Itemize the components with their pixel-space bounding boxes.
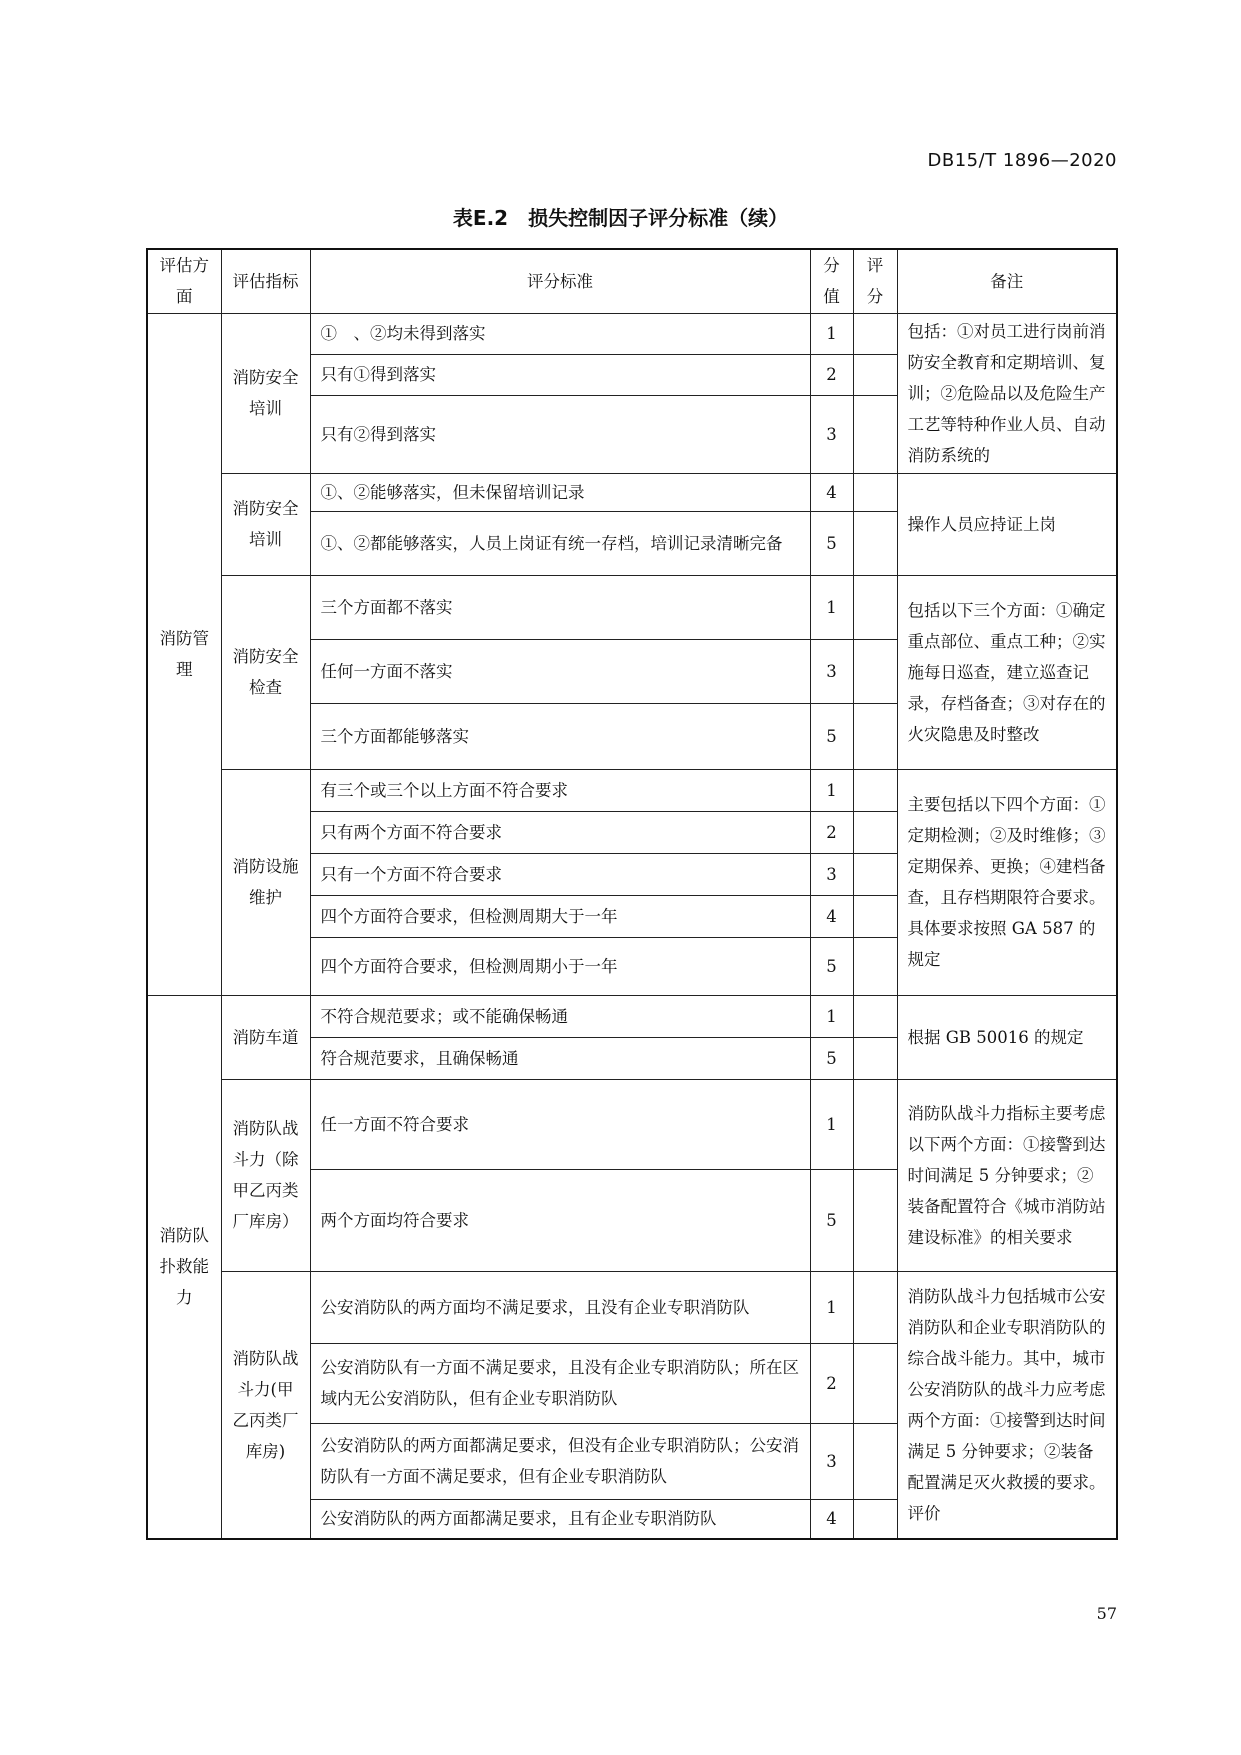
- indicator-cell: 消防安全检查: [221, 575, 310, 769]
- score-cell[interactable]: [853, 769, 897, 811]
- value-cell: 3: [810, 395, 853, 473]
- value-cell: 3: [810, 639, 853, 703]
- value-cell: 1: [810, 995, 853, 1037]
- table-row: [147, 1271, 1117, 1343]
- indicator-cell: 消防设施维护: [221, 769, 310, 995]
- column-header-aspect: 评估方面: [147, 249, 221, 313]
- value-cell: 1: [810, 1271, 853, 1343]
- score-cell[interactable]: [853, 575, 897, 639]
- criteria-cell: 公安消防队有一方面不满足要求，且没有企业专职消防队；所在区域内无公安消防队，但有企业专职消防队: [310, 1343, 810, 1423]
- indicator-cell: 消防车道: [221, 995, 310, 1079]
- score-cell[interactable]: [853, 1343, 897, 1423]
- criteria-cell: 只有②得到落实: [310, 395, 810, 473]
- indicator-cell: 消防安全培训: [221, 313, 310, 473]
- score-cell[interactable]: [853, 937, 897, 995]
- table-row: [147, 1079, 1117, 1169]
- table-title: 表E.2 损失控制因子评分标准（续）: [452, 206, 789, 230]
- criteria-cell: 任一方面不符合要求: [310, 1079, 810, 1169]
- remarks-cell: 包括以下三个方面：①确定重点部位、重点工种；②实施每日巡查，建立巡查记录，存档备查；③对存在的火灾隐患及时整改: [897, 575, 1117, 769]
- criteria-cell: 只有一个方面不符合要求: [310, 853, 810, 895]
- page-number: 57: [1096, 1604, 1117, 1623]
- criteria-cell: 三个方面都能够落实: [310, 703, 810, 769]
- score-cell[interactable]: [853, 811, 897, 853]
- criteria-cell: 公安消防队的两方面都满足要求，且有企业专职消防队: [310, 1499, 810, 1539]
- score-cell[interactable]: [853, 853, 897, 895]
- table-row: [147, 473, 1117, 511]
- table-header-row: [147, 249, 1117, 313]
- value-cell: 4: [810, 895, 853, 937]
- score-cell[interactable]: [853, 395, 897, 473]
- value-cell: 2: [810, 811, 853, 853]
- value-cell: 5: [810, 703, 853, 769]
- score-cell[interactable]: [853, 639, 897, 703]
- criteria-cell: 有三个或三个以上方面不符合要求: [310, 769, 810, 811]
- document-id: DB15/T 1896—2020: [927, 150, 1117, 171]
- criteria-cell: 四个方面符合要求，但检测周期小于一年: [310, 937, 810, 995]
- criteria-cell: 公安消防队的两方面都满足要求，但没有企业专职消防队；公安消防队有一方面不满足要求，但有企业专职消防队: [310, 1423, 810, 1499]
- criteria-cell: 公安消防队的两方面均不满足要求，且没有企业专职消防队: [310, 1271, 810, 1343]
- score-cell[interactable]: [853, 313, 897, 354]
- value-cell: 5: [810, 511, 853, 575]
- value-cell: 5: [810, 1037, 853, 1079]
- criteria-cell: 四个方面符合要求，但检测周期大于一年: [310, 895, 810, 937]
- remarks-cell: 消防队战斗力包括城市公安消防队和企业专职消防队的综合战斗能力。其中，城市公安消防队的战斗力应考虑两个方面：①接警到达时间满足 5 分钟要求；②装备配置满足灭火救援的要求。评价: [897, 1271, 1117, 1539]
- aspect-cell: 消防管理: [147, 313, 221, 995]
- column-header-remarks: 备注: [897, 249, 1117, 313]
- criteria-cell: 只有①得到落实: [310, 354, 810, 395]
- criteria-cell: 不符合规范要求；或不能确保畅通: [310, 995, 810, 1037]
- column-header-value: 分值: [810, 249, 853, 313]
- score-cell[interactable]: [853, 511, 897, 575]
- value-cell: 3: [810, 1423, 853, 1499]
- criteria-cell: ①、②都能够落实，人员上岗证有统一存档，培训记录清晰完备: [310, 511, 810, 575]
- column-header-criteria: 评分标准: [310, 249, 810, 313]
- value-cell: 2: [810, 354, 853, 395]
- table-row: [147, 769, 1117, 811]
- score-cell[interactable]: [853, 473, 897, 511]
- criteria-cell: 两个方面均符合要求: [310, 1169, 810, 1271]
- criteria-cell: 三个方面都不落实: [310, 575, 810, 639]
- value-cell: 4: [810, 1499, 853, 1539]
- aspect-cell: 消防队扑救能力: [147, 995, 221, 1539]
- table-row: [147, 575, 1117, 639]
- value-cell: 4: [810, 473, 853, 511]
- score-cell[interactable]: [853, 995, 897, 1037]
- remarks-cell: 包括：①对员工进行岗前消防安全教育和定期培训、复训；②危险品以及危险生产工艺等特种作业人员、自动消防系统的: [897, 313, 1117, 473]
- remarks-cell: 根据 GB 50016 的规定: [897, 995, 1117, 1079]
- score-cell[interactable]: [853, 354, 897, 395]
- remarks-cell: 主要包括以下四个方面：①定期检测；②及时维修；③定期保养、更换；④建档备查，且存档期限符合要求。具体要求按照 GA 587 的规定: [897, 769, 1117, 995]
- score-cell[interactable]: [853, 1079, 897, 1169]
- column-header-score: 评分: [853, 249, 897, 313]
- score-cell[interactable]: [853, 703, 897, 769]
- score-cell[interactable]: [853, 1423, 897, 1499]
- value-cell: 2: [810, 1343, 853, 1423]
- indicator-cell: 消防队战斗力（除甲乙丙类厂库房）: [221, 1079, 310, 1271]
- indicator-cell: 消防安全培训: [221, 473, 310, 575]
- score-cell[interactable]: [853, 1499, 897, 1539]
- column-header-indicator: 评估指标: [221, 249, 310, 313]
- value-cell: 5: [810, 937, 853, 995]
- value-cell: 1: [810, 313, 853, 354]
- remarks-cell: 消防队战斗力指标主要考虑以下两个方面：①接警到达时间满足 5 分钟要求；②装备配置符合《城市消防站建设标准》的相关要求: [897, 1079, 1117, 1271]
- table-row: [147, 995, 1117, 1037]
- value-cell: 5: [810, 1169, 853, 1271]
- remarks-cell: 操作人员应持证上岗: [897, 473, 1117, 575]
- value-cell: 1: [810, 1079, 853, 1169]
- value-cell: 3: [810, 853, 853, 895]
- criteria-cell: 任何一方面不落实: [310, 639, 810, 703]
- value-cell: 1: [810, 575, 853, 639]
- indicator-cell: 消防队战斗力(甲乙丙类厂库房): [221, 1271, 310, 1539]
- criteria-cell: ①、②能够落实，但未保留培训记录: [310, 473, 810, 511]
- score-cell[interactable]: [853, 1169, 897, 1271]
- criteria-cell: ① 、②均未得到落实: [310, 313, 810, 354]
- score-cell[interactable]: [853, 1271, 897, 1343]
- score-cell[interactable]: [853, 1037, 897, 1079]
- value-cell: 1: [810, 769, 853, 811]
- score-cell[interactable]: [853, 895, 897, 937]
- table-row: [147, 313, 1117, 354]
- scoring-table: [146, 248, 1118, 1540]
- criteria-cell: 只有两个方面不符合要求: [310, 811, 810, 853]
- criteria-cell: 符合规范要求，且确保畅通: [310, 1037, 810, 1079]
